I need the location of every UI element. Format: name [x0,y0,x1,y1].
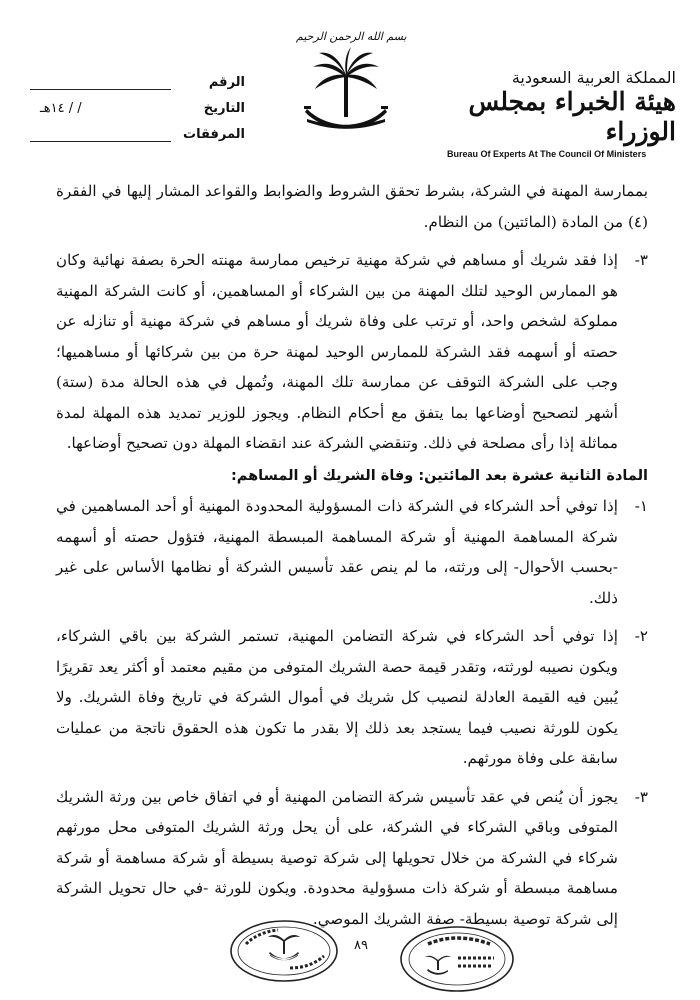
basmala: بسم الله الرحمن الرحيم [296,30,407,43]
clause-text: يجوز أن يُنص في عقد تأسيس شركة التضامن المهنية أو في اتفاق خاص بين ورثة الشريك المتوفى وباقي الشركاء في الشركة، على أن يحل ورثة الشريك المتوفى محل مورثهم شركاء في الشركة من خلال تحويلها إلى شركة توصية بسيطة أو شركة مساهمة أو شركة مساهمة مبسطة أو شركة ذات مسؤولية محدودة. ويكون للورثة -في حال تحويل الشركة إلى شركة توصية بسيطة- صفة الشريك الموصي. [56,787,618,928]
attachments-row [30,116,245,142]
official-stamp-right [398,924,516,994]
clause-item [56,245,648,459]
clause-number: ٣- [634,251,648,269]
document-meta [30,64,245,142]
bureau-name-arabic: هيئة الخبراء بمجلس الوزراء [468,87,676,146]
bureau-name-english: Bureau Of Experts At The Council Of Ministers [447,149,647,159]
palm-swords-emblem-icon [301,45,391,141]
attachments-label: المرفقات [183,127,245,142]
clause-text: إذا توفي أحد الشركاء في الشركة ذات المسؤولية المحدودة المهنية أو أحد المساهمين في شركة المساهمة المهنية أو شركة المساهمة المبسطة المهنية، فتؤول حصته أو أسهمه -بحسب الأحوال- إلى ورثته، ما لم ينص عقد تأسيس الشركة أو نظامها الأساس على غير ذلك. [56,497,618,607]
page-number: ٨٩ [354,938,368,953]
clause-number: ١- [634,497,648,515]
kingdom-name: المملكة العربية السعودية [511,68,676,87]
attachments-line [30,129,171,142]
clause-item [56,491,648,613]
continuation-paragraph: بممارسة المهنة في الشركة، بشرط تحقق الشروط والضوابط والقواعد المشار إليها في الفقرة (٤) من المادة (المائتين) من النظام. [56,182,648,231]
reference-number-line [30,77,171,90]
clause-text: إذا توفي أحد الشركاء في شركة التضامن المهنية، تستمر الشركة بين باقي الشركاء، ويكون نصيبه لورثته، وتقدر قيمة حصة الشريك المتوفى من مقيم معتمد أو أكثر يعد تقريرًا يُبين فيه القيمة العادلة لنصيب كل شريك في أموال الشركة في تاريخ وفاة الشريك. ولا يكون للورثة نصيب فيما يستجد بعد ذلك إلا بقدر ما تكون هذه الحقوق ناتجة من عمليات سابقة على وفاة مورثهم. [56,627,618,767]
clause-item [56,621,648,774]
date-row [30,90,245,116]
document-body [56,176,648,934]
article-heading: المادة الثانية عشرة بعد المائتين: وفاة الشريك أو المساهم: [230,467,648,484]
clause-number: ٣- [634,787,648,806]
reference-number-label: الرقم [208,75,245,90]
clause-number: ٢- [634,627,648,645]
date-label: التاريخ [203,101,245,116]
official-stamp-left [228,918,340,984]
date-value: / / ١٤هـ [40,101,82,116]
emblem-block [296,30,407,148]
organization-header [441,68,676,159]
clause-text: إذا فقد شريك أو مساهم في شركة مهنية ترخيص ممارسة مهنته الحرة بصفة نهائية وكان هو الممارس الوحيد لتلك المهنة من بين الشركاء أو المساهمين، أو كانت الشركة المهنية مملوكة لشخص واحد، أو ترتب على وفاة شريك أو مساهم في شركة مهنية أو تنازله عن حصته أو أسهمه فقد الشركة للممارس الوحيد لمهنة حرة من بين شركائها أو مساهميها؛ وجب على الشركة التوقف عن ممارسة تلك المهنة، وتُمهل في هذه الحالة مدة (ستة) أشهر لتصحيح أوضاعها بما يتفق مع أحكام النظام. ويجوز للوزير تمديد هذه المهلة لمدة مماثلة إذا رأى مصلحة في ذلك. وتنقضي الشركة عند انقضاء المهلة دون تصحيح أوضاعها. [56,251,618,452]
clause-item [56,782,648,935]
reference-number-row [30,64,245,90]
